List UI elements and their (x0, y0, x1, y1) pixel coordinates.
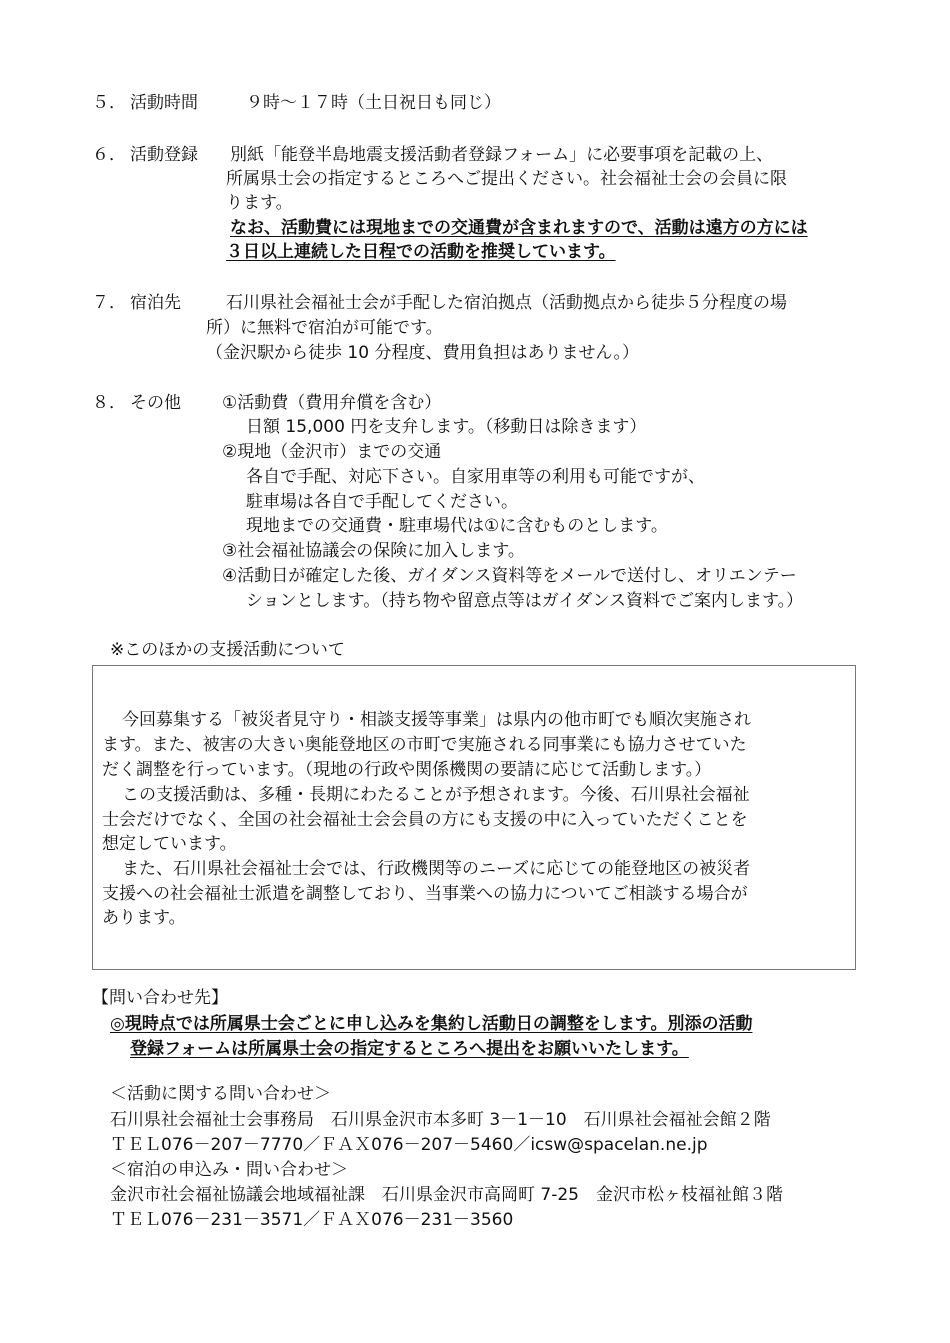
s7-line3: （金沢駅から徒歩 10 分程度、費用負担はありません。） (206, 343, 639, 363)
other-para-line5: 士会だけでなく、全国の社会福祉士会会員の方にも支援の中に入っていただくことを (102, 810, 748, 830)
contact-lodging-heading: ＜宿泊の申込み・問い合わせ＞ (110, 1160, 348, 1180)
s6-line2: 所属県士会の指定するところへご提出ください。社会福祉士会の会員に限 (226, 169, 787, 189)
other-para-line2: ます。また、被害の大きい奥能登地区の市町で実施される同事業にも協力させていた (102, 735, 747, 755)
s7-line1: 石川県社会福祉士会が手配した宿泊拠点（活動拠点から徒歩５分程度の場 (226, 293, 787, 313)
s6-label: 活動登録 (130, 145, 198, 165)
s6-num: ６． (92, 145, 126, 165)
contact-heading: 【問い合わせ先】 (92, 988, 228, 1008)
other-para-line6: 想定しています。 (102, 834, 237, 854)
other-heading: ※このほかの支援活動について (110, 640, 345, 660)
s8-item2-detail2: 駐車場は各自で手配してください。 (246, 492, 518, 512)
s5-value: ９時～１７時（土日祝日も同じ） (246, 93, 501, 113)
s6-note2: ３日以上連続した日程での活動を推奨しています。 (226, 242, 616, 262)
s5-num: ５． (92, 93, 126, 113)
s7-num: ７． (92, 293, 126, 313)
s8-label: その他 (130, 393, 181, 413)
contact-note-line2: 登録フォームは所属県士会の指定するところへ提出をお願いいたします。 (130, 1039, 689, 1059)
contact-activity-tel: ＴＥＬ076－207－7770／ＦＡＸ076－207－5460／icsw@spacelan.ne.jp (110, 1135, 708, 1155)
s7-label: 宿泊先 (130, 293, 181, 313)
contact-lodging-tel: ＴＥＬ076－231－3571／ＦＡＸ076－231－3560 (110, 1210, 514, 1230)
contact-note-line1: ◎現時点では所属県士会ごとに申し込みを集約し活動日の調整をします。別添の活動 (110, 1014, 753, 1034)
s8-item2-detail1: 各自で手配、対応下さい。自家用車等の利用も可能ですが、 (246, 467, 705, 487)
s6-line1: 別紙「能登半島地震支援活動者登録フォーム」に必要事項を記載の上、 (230, 145, 774, 165)
s8-item4-detail: ションとします。（持ち物や留意点等はガイダンス資料でご案内します。） (246, 591, 804, 611)
s6-note1: なお、活動費には現地までの交通費が含まれますので、活動は遠方の方には (230, 218, 808, 238)
s8-item3: ③社会福祉協議会の保険に加入します。 (222, 541, 525, 561)
s6-line3: ります。 (226, 193, 293, 213)
s8-item1: ①活動費（費用弁償を含む） (222, 393, 442, 413)
other-para-line8: 支援への社会福祉士派遣を調整しており、当事業への協力についてご相談する場合が (102, 884, 748, 904)
contact-lodging-org: 金沢市社会福祉協議会地域福祉課 石川県金沢市高岡町 7-25 金沢市松ヶ枝福祉館３階 (110, 1185, 783, 1205)
s5-label: 活動時間 (130, 93, 198, 113)
contact-activity-heading: ＜活動に関する問い合わせ＞ (110, 1084, 331, 1104)
s7-line2: 所）に無料で宿泊が可能です。 (206, 318, 443, 338)
other-para-line9: あります。 (102, 908, 186, 928)
other-para-line4: この支援活動は、多種・長期にわたることが予想されます。今後、石川県社会福祉 (122, 785, 750, 805)
contact-activity-org: 石川県社会福祉士会事務局 石川県金沢市本多町 3－1－10 石川県社会福祉会館２階 (110, 1110, 771, 1130)
s8-item2-detail3: 現地までの交通費・駐車場代は①に含むものとします。 (246, 516, 668, 536)
s8-item1-detail: 日額 15,000 円を支弁します。（移動日は除きます） (246, 417, 647, 437)
other-para-line7: また、石川県社会福祉士会では、行政機関等のニーズに応じての能登地区の被災者 (122, 859, 751, 879)
s8-item4: ④活動日が確定した後、ガイダンス資料等をメールで送付し、オリエンテー (222, 566, 797, 586)
s8-num: ８． (92, 393, 126, 413)
other-para-line1: 今回募集する「被災者見守り・相談支援等事業」は県内の他市町でも順次実施され (122, 710, 751, 730)
s8-item2: ②現地（金沢市）までの交通 (222, 442, 442, 462)
other-para-line3: だく調整を行っています。（現地の行政や関係機関の要請に応じて活動します。） (102, 760, 712, 780)
